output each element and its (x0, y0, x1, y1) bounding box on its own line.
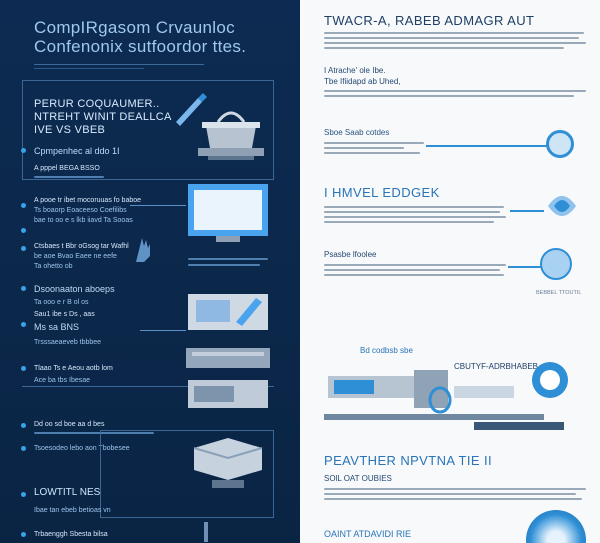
label-3: Psasbe lfoolee (324, 250, 377, 259)
heading-6: PEAVTHER NPVTNA TIE II (324, 453, 492, 468)
sensor-illustration (546, 130, 574, 158)
bullet-dot (21, 148, 26, 153)
nozzle-illustration (544, 184, 580, 228)
paragraph (324, 142, 424, 157)
section-1-subtext: A pppel BEGA BSSO (34, 165, 100, 172)
divider (34, 68, 144, 69)
bullet-dot (21, 423, 26, 428)
hand-icon (130, 234, 156, 264)
tool-icon (190, 520, 230, 543)
section-6-line-1: Dd oo sd boe aa d bes (34, 421, 105, 428)
monitor-illustration (186, 182, 270, 248)
section-7-line-1: Ibae tan ebeb betioas vn (34, 507, 111, 514)
connector-line (510, 210, 544, 212)
connector-line (508, 266, 544, 268)
section-4-line-1: Ta ooo e r B ol os (34, 299, 89, 306)
valve-illustration (540, 248, 572, 280)
section-3-line-1: Ctsbaes t Bbr oGsog tar Wafhl (34, 243, 129, 250)
divider (34, 64, 204, 65)
left-title (34, 18, 246, 56)
paragraph (324, 90, 584, 100)
section-3-line-3: Ta ohetto ob (34, 263, 73, 270)
disc-illustration (526, 510, 586, 543)
intro-paragraph (324, 32, 584, 52)
label-5: CBUTYF-ADRBHABEB (454, 362, 539, 371)
press-illustration (188, 434, 268, 490)
bullet-dot (21, 446, 26, 451)
bullet-dot (21, 246, 26, 251)
paragraph (324, 264, 504, 279)
right-title: TWACR-A, RABEB ADMAGR AUT (324, 13, 535, 28)
text-lines (34, 176, 104, 182)
left-title-line-2: Confenonix sutfoordor ttes. (34, 37, 247, 56)
box-title-1: PERUR COQUAUMER.. (34, 98, 160, 110)
heading-2: I HMVEL EDDGEK (324, 185, 440, 200)
section-1-heading: Cpmpenhec al ddo 1I (34, 146, 120, 156)
section-6-line-2: Tsoesodeo lebo aon Tbobesee (34, 445, 130, 452)
section-4-heading-2: Ms sa BNS (34, 322, 80, 332)
section-4-line-2: Sau1 ibe s Ds , aas (34, 311, 95, 318)
label-1: Sboe Saab cotdes (324, 128, 390, 137)
container-illustration (196, 100, 266, 165)
section-4-line-3: Trsssaeaeveb tbbbee (34, 339, 102, 346)
section-7-line-2: Trbaenggh Sbesta bilsa (34, 531, 108, 538)
connector-line (140, 330, 186, 331)
section-3-line-2: be aoe Bvao Eaee ne eefe (34, 253, 117, 260)
device-illustration (186, 378, 270, 414)
left-title-line-1: CompIRgasom Crvaunloc (34, 18, 235, 37)
box-title-2: NTREHT WINIT DEALLCA (34, 111, 172, 123)
subheading-1: I Atrache' ole Ibe. (324, 66, 386, 75)
section-2-line-2: Ts boaorp Eoaceeso Coefilibs (34, 207, 127, 214)
section-5-line-1: Tlaao Ts e Aeou aotb lom (34, 365, 113, 372)
bullet-dot (21, 492, 26, 497)
machine-illustration (186, 292, 270, 372)
section-7-heading: LOWTITL NES (34, 487, 101, 498)
section-2-line-1: A pooe tr ibet mocoruuas fo baboe (34, 197, 142, 204)
connector-line (426, 145, 548, 147)
section-2-line-3: bae to oo e s lkb iiavd Ta Sooas (34, 217, 133, 224)
bullet-dot (21, 532, 26, 537)
heading-7: OAINT ATDAVIDI RIE (324, 529, 412, 539)
box-title-3: IVE VS VBEB (34, 124, 106, 136)
bullet-dot (21, 366, 26, 371)
label-4: Bd codbsb sbe (360, 346, 413, 355)
paragraph (324, 488, 586, 503)
bullet-dot (21, 203, 26, 208)
connector-line (130, 205, 186, 206)
text-lines (188, 258, 268, 270)
bullet-dot (21, 322, 26, 327)
caption-3: BEBBEL TTOUTIL (536, 290, 582, 296)
section-4-heading: Dsoonaaton aboeps (34, 284, 115, 294)
right-panel (300, 0, 600, 543)
subheading-6: SOlL OAT OUBIES (324, 474, 392, 483)
section-5-line-2: Ace ba tbs Ibesae (34, 377, 91, 384)
paragraph (324, 206, 504, 226)
subheading-1b: Tbe Ifiidapd ab Uhed, (324, 77, 401, 86)
bullet-dot (21, 228, 26, 233)
assembly-diagram (324, 356, 576, 442)
bullet-dot (21, 286, 26, 291)
